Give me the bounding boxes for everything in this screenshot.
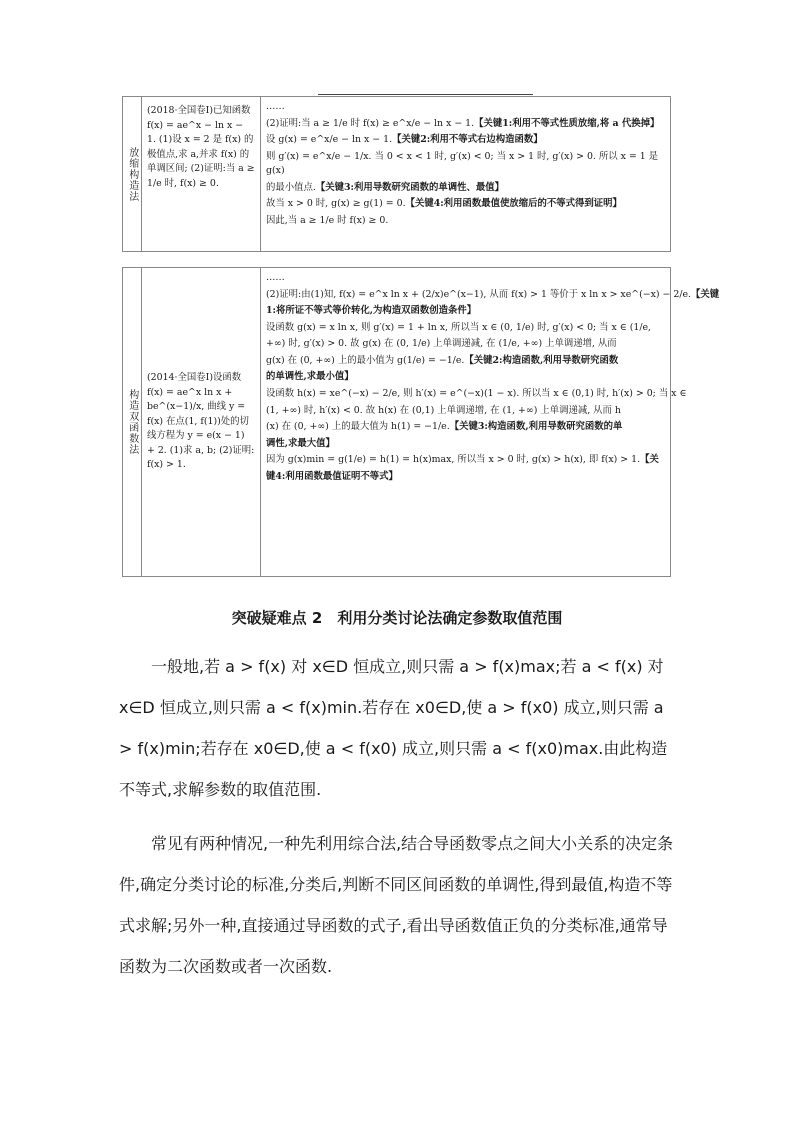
section-title: 突破疑难点 2 利用分类讨论法确定参数取值范围 (231, 609, 563, 627)
key-annotation: 【关键 (691, 288, 720, 300)
method-label: 构造双函数法 (123, 268, 142, 577)
proof-line: (2)证明:当 a ≥ 1/e 时 f(x) ≥ e^x/e − ln x − 1.【关键1:利用不等式性质放缩,将 a 代换掉】 (266, 117, 660, 129)
method-label: 放缩构造法 (123, 97, 142, 252)
proof-line: 键4:利用函数最值证明不等式】 (266, 470, 398, 482)
proof-line: 的单调性,求最小值】 (266, 371, 354, 383)
proof-line: 设函数 g(x) = x ln x, 则 g′(x) = 1 + ln x, 所以当 x ∈ (0, 1/e) 时, g′(x) < 0; 当 x ∈ (1/e, (266, 321, 652, 333)
key-annotation: 【关键3:构造函数,利用导数研究函数的单 (449, 421, 623, 433)
proof-line: 调性,求最大值】 (266, 437, 335, 449)
proof-cell (261, 97, 671, 252)
key-annotation: 【关键2:利用不等式右边构造函数】 (392, 134, 543, 146)
table-top-rule (318, 94, 533, 95)
body-paragraph: 一般地,若 a > f(x) 对 x∈D 恒成立,则只需 a > f(x)max;若 a < f(x) 对 x∈D 恒成立,则只需 a < f(x)min.若存在 x0∈D,使 a > f(x0) 成立,则只需 a > f(x)min;若存在 x0∈D,使 a < f(x0) 成立,则只需 a < f(x0)max.由此构造不等式,求解参数的取值范围. (119, 657, 668, 799)
key-annotation: 【关键2:构造函数,利用导数研究函数 (464, 354, 619, 366)
method-table-double-function (122, 267, 720, 577)
proof-line: 则 g′(x) = e^x/e − 1/x. 当 0 < x < 1 时, g′(x) < 0; 当 x > 1 时, g′(x) > 0. 所以 x = 1 是 g(x) (266, 150, 659, 177)
problem-statement: (2018·全国卷Ⅰ)已知函数 f(x) = ae^x − ln x − 1. (1)设 x = 2 是 f(x) 的极值点,求 a,并求 f(x) 的单调区间; (2)证明:当 a ≥ 1/e 时, f(x) ≥ 0. (142, 97, 261, 252)
key-annotation: 【关键1:利用不等式性质放缩,将 a 代换掉】 (474, 117, 660, 129)
proof-line: 设 g(x) = e^x/e − ln x − 1.【关键2:利用不等式右边构造函数】 (266, 134, 543, 146)
proof-line: (x) 在 (0, +∞) 上的最大值为 h(1) = −1/e.【关键3:构造函数,利用导数研究函数的单 (266, 421, 623, 433)
problem-statement: (2014·全国卷Ⅰ)设函数 f(x) = ae^x ln x + be^(x−1)/x, 曲线 y = f(x) 在点(1, f(1))处的切线方程为 y = e(x − 1) + 2. (1)求 a, b; (2)证明: f(x) > 1. (142, 268, 261, 577)
proof-line: …… (266, 101, 285, 112)
proof-line: …… (266, 272, 285, 283)
proof-line: g(x) 在 (0, +∞) 上的最小值为 g(1/e) = −1/e.【关键2:构造函数,利用导数研究函数 (266, 354, 619, 366)
method-table-scaling (122, 96, 671, 252)
body-paragraph: 常见有两种情况,一种先利用综合法,结合导函数零点之间大小关系的决定条件,确定分类讨论的标准,分类后,判断不同区间函数的单调性,得到最值,构造不等式求解;另外一种,直接通过导函数的式子,看出导函数值正负的分类标准,通常导函数为二次函数或者一次函数. (119, 834, 674, 976)
proof-line: 设函数 h(x) = xe^(−x) − 2/e, 则 h′(x) = e^(−x)(1 − x). 所以当 x ∈ (0,1) 时, h′(x) > 0; 当 x ∈ (266, 388, 687, 400)
key-annotation: 【关键3:利用导数研究函数的单调性、最值】 (315, 181, 504, 193)
proof-line: 1:将所证不等式等价转化,为构造双函数创造条件】 (266, 305, 477, 317)
proof-line: +∞) 时, g′(x) > 0. 故 g(x) 在 (0, 1/e) 上单调递减, 在 (1/e, +∞) 上单调递增, 从而 (266, 338, 617, 350)
proof-line: 因为 g(x)min = g(1/e) = h(1) = h(x)max, 所以当 x > 0 时, g(x) > h(x), 即 f(x) > 1.【关 (266, 454, 659, 466)
key-annotation: 【关 (640, 454, 659, 466)
proof-line: 因此,当 a ≥ 1/e 时 f(x) ≥ 0. (266, 215, 389, 227)
proof-line: 的最小值点.【关键3:利用导数研究函数的单调性、最值】 (266, 181, 504, 193)
key-annotation: 【关键4:利用函数最值使放缩后的不等式得到证明】 (405, 198, 622, 210)
proof-line: 故当 x > 0 时, g(x) ≥ g(1) = 0.【关键4:利用函数最值使放缩后的不等式得到证明】 (266, 198, 622, 210)
proof-line: (1, +∞) 时, h′(x) < 0. 故 h(x) 在 (0,1) 上单调递增, 在 (1, +∞) 上单调递减, 从而 h (266, 404, 621, 416)
proof-line: (2)证明:由(1)知, f(x) = e^x ln x + (2/x)e^(x−1), 从而 f(x) > 1 等价于 x ln x > xe^(−x) − 2/e.【关键 (266, 288, 720, 300)
proof-cell (261, 268, 720, 577)
